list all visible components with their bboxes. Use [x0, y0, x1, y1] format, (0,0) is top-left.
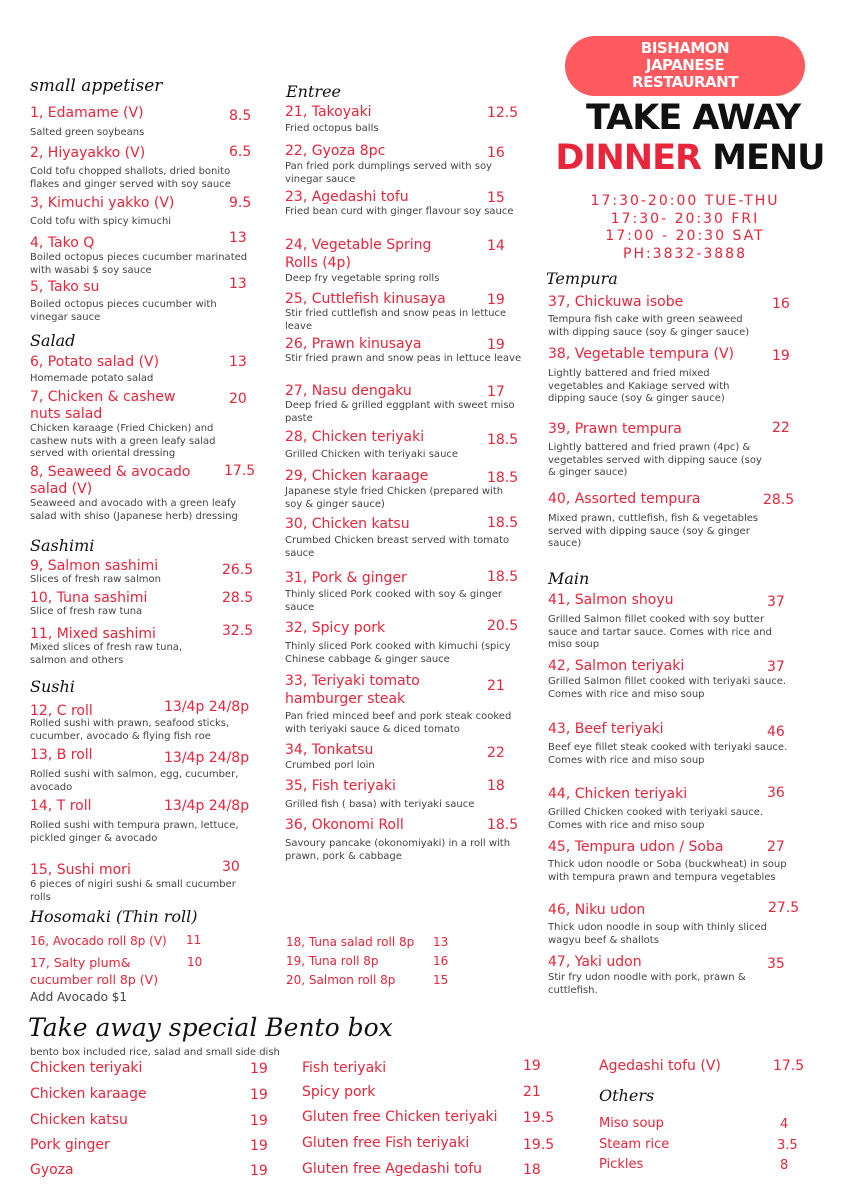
item-price: 16: [487, 145, 505, 161]
item-name: 39, Prawn tempura: [548, 421, 682, 437]
item-name: 25, Cuttlefish kinusaya: [285, 291, 446, 307]
bento-item-price: 19.5: [523, 1110, 555, 1126]
title-menu-word: MENU: [712, 138, 825, 178]
bento-item-name: Gluten free Fish teriyaki: [302, 1135, 470, 1151]
section-heading-main: Main: [548, 569, 590, 588]
item-desc: Thick udon noodle or Soba (buckwheat) in soup with tempura prawn and tempura vegetables: [548, 859, 787, 883]
bento-item-price: 19: [250, 1163, 268, 1179]
item-price: 13: [433, 935, 449, 949]
hours-line: 17:00 - 20:30 SAT: [605, 228, 765, 244]
item-name: 36, Okonomi Roll: [285, 817, 404, 833]
item-price: 35: [767, 956, 785, 972]
item-desc: Rolled sushi with salmon, egg, cucumber, avocado: [30, 769, 239, 793]
item-name: 23, Agedashi tofu: [285, 189, 409, 205]
section-heading-tempura: Tempura: [546, 269, 618, 288]
item-desc: Seaweed and avocado with a green leafy salad with shiso (Japanese herb) dressing: [30, 498, 238, 522]
item-name: 45, Tempura udon / Soba: [548, 839, 724, 855]
item-price: 36: [767, 785, 785, 801]
item-desc: Cold tofu with spicy kimuchi: [30, 216, 172, 227]
bento-item-name: Gyoza: [30, 1162, 74, 1178]
bento-item-name: Chicken teriyaki: [30, 1060, 143, 1076]
item-desc: Lightly battered and fried prawn (4pc) & vegetables served with dipping sauce (soy & ginger sauce): [548, 442, 762, 478]
item-desc: Lightly battered and fried mixed vegetables and Kakiage served with dipping sauce (soy & ginger sauce): [548, 368, 730, 404]
item-price: 11: [186, 933, 202, 947]
item-name: 19, Tuna roll 8p: [286, 954, 379, 968]
item-price: 19: [487, 337, 505, 353]
item-name: 34, Tonkatsu: [285, 742, 374, 758]
item-desc: Rolled sushi with prawn, seafood sticks, cucumber, avocado & flying fish roe: [30, 718, 230, 742]
item-price: 22: [772, 420, 790, 436]
item-price: 26.5: [222, 562, 254, 578]
section-heading-sushi: Sushi: [30, 677, 75, 696]
item-desc: Mixed prawn, cuttlefish, fish & vegetables served with dipping sauce (soy & ginger sauce): [548, 513, 759, 549]
item-desc: Cold tofu chopped shallots, dried bonito flakes and ginger served with soy sauce: [30, 166, 231, 190]
item-name: 10, Tuna sashimi: [30, 590, 148, 606]
restaurant-name-line3: RESTAURANT: [632, 73, 738, 91]
item-desc: Stir fry udon noodle with pork, prawn & cuttlefish.: [548, 972, 746, 996]
bento-item-price: 19: [250, 1113, 268, 1129]
item-desc: Thinly sliced Pork cooked with kimuchi (spicy Chinese cabbage & ginger sauce: [285, 641, 511, 665]
item-price: 16: [772, 296, 790, 312]
item-price: 19: [772, 348, 790, 364]
bento-item-name: Chicken karaage: [30, 1086, 147, 1102]
item-name: 3, Kimuchi yakko (V): [30, 195, 175, 211]
bento-item-name: Chicken katsu: [30, 1112, 128, 1128]
item-price: 17: [487, 384, 505, 400]
item-name: 26, Prawn kinusaya: [285, 336, 422, 352]
item-price: 27.5: [768, 900, 800, 916]
bento-item-name: Fish teriyaki: [302, 1060, 387, 1076]
item-desc: Crumbed porl loin: [285, 760, 375, 771]
item-price: 21: [487, 678, 505, 694]
item-name: 21, Takoyaki: [285, 104, 372, 120]
item-name: 35, Fish teriyaki: [285, 778, 396, 794]
item-name: 43, Beef teriyaki: [548, 721, 664, 737]
bento-item-name: Spicy pork: [302, 1084, 376, 1100]
section-heading-others: Others: [599, 1086, 655, 1105]
item-name: 12, C roll: [30, 703, 93, 719]
item-name: 6, Potato salad (V): [30, 354, 160, 370]
hours-line: 17:30-20:00 TUE-THU: [590, 193, 780, 209]
item-price: 14: [487, 238, 505, 254]
item-name: 44, Chicken teriyaki: [548, 786, 688, 802]
item-desc: Boiled octopus pieces cucumber with vinegar sauce: [30, 299, 217, 323]
section-heading-small-appetiser: small appetiser: [30, 76, 163, 96]
item-desc: Beef eye fillet steak cooked with teriyaki sauce. Comes with rice and miso soup: [548, 742, 788, 766]
item-price: 18.5: [487, 569, 519, 585]
title-dinner-menu: [540, 138, 840, 178]
item-price: 18.5: [487, 432, 519, 448]
item-name: 38, Vegetable tempura (V): [548, 346, 735, 362]
bento-item-price: 19.5: [523, 1137, 555, 1153]
bento-item-name: Pork ginger: [30, 1137, 110, 1153]
title-dinner-word: DINNER: [555, 138, 701, 178]
item-name: 4, Tako Q: [30, 235, 95, 251]
item-desc: Deep fry vegetable spring rolls: [285, 273, 440, 284]
item-name: 2, Hiyayakko (V): [30, 145, 146, 161]
item-name: 29, Chicken karaage: [285, 468, 429, 484]
bento-item-price: 17.5: [773, 1058, 805, 1074]
others-item-name: Miso soup: [599, 1116, 664, 1131]
item-desc: Grilled Chicken cooked with teriyaki sauce. Comes with rice and miso soup: [548, 807, 764, 831]
bento-item-name: Agedashi tofu (V): [599, 1058, 721, 1074]
item-price: 18.5: [487, 515, 519, 531]
item-desc: Fried bean curd with ginger flavour soy sauce: [285, 206, 514, 217]
item-name: 37, Chickuwa isobe: [548, 294, 684, 310]
item-name: 17, Salty plum& cucumber roll 8p (V): [30, 955, 159, 987]
item-desc: Grilled fish ( basa) with teriyaki sauce: [285, 799, 475, 810]
item-desc: Japanese style fried Chicken (prepared with soy & ginger sauce): [285, 486, 504, 510]
item-desc: Slice of fresh raw tuna: [30, 606, 143, 617]
item-desc: Boiled octopus pieces cucumber marinated with wasabi $ soy sauce: [30, 252, 248, 276]
item-price: 20.5: [487, 618, 519, 634]
item-desc: Grilled Salmon fillet cooked with soy butter sauce and tartar sauce. Comes with rice and miso soup: [548, 614, 772, 650]
item-desc: Fried octopus balls: [285, 123, 379, 134]
item-price: 10: [187, 955, 203, 969]
section-heading-entree: Entree: [286, 82, 341, 101]
item-price: 15: [433, 973, 449, 987]
item-price: 13: [229, 354, 247, 370]
item-desc: Stir fried cuttlefish and snow peas in lettuce leave: [285, 308, 507, 332]
item-name: 14, T roll: [30, 798, 92, 814]
item-price: 13/4p 24/8p: [164, 699, 250, 715]
item-price: 16: [433, 954, 449, 968]
item-price: 18.5: [487, 817, 519, 833]
item-name: 16, Avocado roll 8p (V): [30, 934, 167, 948]
bento-item-name: Gluten free Chicken teriyaki: [302, 1109, 498, 1125]
item-price: 32.5: [222, 623, 254, 639]
item-name: 33, Teriyaki tomato hamburger steak: [285, 673, 420, 707]
others-item-name: Steam rice: [599, 1137, 670, 1152]
section-heading-bento: Take away special Bento box: [28, 1013, 393, 1042]
others-item-price: 3.5: [777, 1138, 798, 1153]
others-item-name: Pickles: [599, 1157, 644, 1172]
item-desc: Thick udon noodle in soup with thinly sliced wagyu beef & shallots: [548, 922, 767, 946]
item-name: 41, Salmon shoyu: [548, 592, 674, 608]
item-desc: Stir fried prawn and snow peas in lettuce leave: [285, 353, 522, 364]
item-name: 46, Niku udon: [548, 902, 646, 918]
others-item-price: 8: [780, 1158, 789, 1173]
item-desc: 6 pieces of nigiri sushi & small cucumber rolls: [30, 879, 236, 903]
item-desc: Grilled Chicken with teriyaki sauce: [285, 449, 459, 460]
item-name: 40, Assorted tempura: [548, 491, 701, 507]
item-name: 31, Pork & ginger: [285, 570, 407, 586]
item-desc: Grilled Salmon fillet cooked with teriyaki sauce. Comes with rice and miso soup: [548, 676, 787, 700]
section-heading-salad: Salad: [30, 331, 76, 350]
item-price: 17.5: [224, 463, 256, 479]
item-name: 5, Tako su: [30, 279, 100, 295]
item-price: 12.5: [487, 105, 519, 121]
section-heading-hosomaki: Hosomaki (Thin roll): [30, 907, 198, 926]
item-price: 19: [487, 292, 505, 308]
item-price: 13: [229, 276, 247, 292]
restaurant-banner: [565, 36, 805, 96]
item-name: 7, Chicken & cashew nuts salad: [30, 389, 176, 422]
item-price: 18.5: [487, 470, 519, 486]
phone-number: PH:3832-3888: [623, 245, 747, 262]
item-name: 15, Sushi mori: [30, 862, 131, 878]
bento-item-price: 19: [250, 1061, 268, 1077]
add-avocado-note: Add Avocado $1: [30, 990, 127, 1004]
item-name: 11, Mixed sashimi: [30, 626, 156, 642]
item-desc: Thinly sliced Pork cooked with soy & ginger sauce: [285, 589, 502, 613]
title-take-away: TAKE AWAY: [585, 98, 801, 138]
item-name: 27, Nasu dengaku: [285, 383, 412, 399]
item-name: 13, B roll: [30, 747, 93, 763]
bento-item-price: 21: [523, 1084, 541, 1100]
item-name: 9, Salmon sashimi: [30, 558, 159, 574]
item-desc: Tempura fish cake with green seaweed with dipping sauce (soy & ginger sauce): [548, 314, 750, 338]
item-name: 30, Chicken katsu: [285, 516, 410, 532]
item-price: 9.5: [229, 195, 252, 211]
item-name: 32, Spicy pork: [285, 620, 386, 636]
item-desc: Slices of fresh raw salmon: [30, 574, 161, 585]
item-price: 30: [222, 859, 240, 875]
item-name: 22, Gyoza 8pc: [285, 143, 386, 159]
others-item-price: 4: [780, 1117, 789, 1132]
bento-item-price: 18: [523, 1162, 541, 1178]
restaurant-name-line2: JAPANESE: [645, 56, 725, 74]
item-price: 13/4p 24/8p: [164, 750, 250, 766]
item-price: 46: [767, 724, 785, 740]
item-name: 42, Salmon teriyaki: [548, 658, 685, 674]
item-desc: Pan fried pork dumplings served with soy vinegar sauce: [285, 161, 492, 185]
opening-hours: [550, 193, 820, 263]
item-name: 24, Vegetable Spring Rolls (4p): [285, 237, 432, 271]
restaurant-name-line1: BISHAMON: [640, 39, 730, 57]
item-price: 28.5: [763, 492, 795, 508]
item-desc: Homemade potato salad: [30, 373, 154, 384]
item-price: 13: [229, 230, 247, 246]
bento-item-price: 19: [250, 1138, 268, 1154]
item-desc: Mixed slices of fresh raw tuna, salmon and others: [30, 642, 183, 666]
item-price: 20: [229, 391, 247, 407]
item-price: 37: [767, 594, 785, 610]
bento-item-name: Gluten free Agedashi tofu: [302, 1161, 482, 1177]
hours-line: 17:30- 20:30 FRI: [610, 210, 760, 227]
item-price: 8.5: [229, 108, 252, 124]
bento-note: bento box included rice, salad and small side dish: [30, 1047, 280, 1058]
item-name: 1, Edamame (V): [30, 105, 144, 121]
item-name: 47, Yaki udon: [548, 954, 642, 970]
item-desc: Pan fried minced beef and pork steak cooked with teriyaki sauce & diced tomato: [285, 711, 512, 735]
item-name: 28, Chicken teriyaki: [285, 429, 425, 445]
item-desc: Savoury pancake (okonomiyaki) in a roll with prawn, pork & cabbage: [285, 838, 511, 862]
item-price: 37: [767, 659, 785, 675]
item-price: 18: [487, 778, 505, 794]
item-desc: Salted green soybeans: [30, 127, 145, 138]
section-heading-sashimi: Sashimi: [30, 536, 95, 555]
item-desc: Deep fried & grilled eggplant with sweet miso paste: [285, 400, 515, 424]
item-price: 22: [487, 745, 505, 761]
item-name: 18, Tuna salad roll 8p: [286, 935, 415, 949]
item-name: 8, Seaweed & avocado salad (V): [30, 464, 191, 497]
item-desc: Rolled sushi with tempura prawn, lettuce, pickled ginger & avocado: [30, 820, 239, 844]
item-price: 6.5: [229, 144, 252, 160]
bento-item-price: 19: [250, 1087, 268, 1103]
item-price: 13/4p 24/8p: [164, 798, 250, 814]
item-price: 27: [767, 839, 785, 855]
item-name: 20, Salmon roll 8p: [286, 973, 396, 987]
bento-item-price: 19: [523, 1058, 541, 1074]
item-price: 15: [487, 190, 505, 206]
item-desc: Chicken karaage (Fried Chicken) and cashew nuts with a green leafy salad served with oriental dressing: [30, 423, 216, 459]
item-price: 28.5: [222, 590, 254, 606]
item-desc: Crumbed Chicken breast served with tomato sauce: [285, 535, 510, 559]
